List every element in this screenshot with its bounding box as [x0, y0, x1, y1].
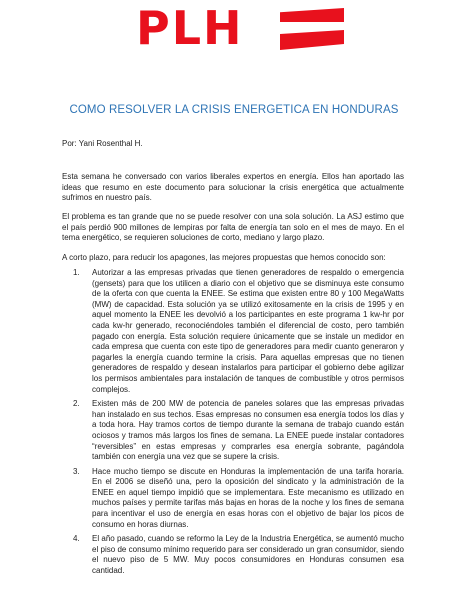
author-line: Por: Yani Rosenthal H.	[62, 139, 143, 148]
paragraph-short-term: A corto plazo, para reducir los apagones, las mejores propuestas que hemos conocido son:	[62, 253, 386, 262]
list-item	[62, 534, 404, 576]
logo-text: PLH	[136, 1, 244, 55]
flag-icon	[280, 8, 344, 50]
list-item-text: Hace mucho tiempo se discute en Honduras la implementación de una tarifa horaria. En el 2006 se diseñó una, pero la oposición del sindicato y la administración de la ENEE en aquel tiempo impidió que se implementara. Este mecanismo es utilizado en muchos países y permite tarifas más bajas en horas de la noche y los fines de semana para incentivar el uso de energía en esas horas con el objetivo de bajar los picos de consumo en horas diurnas.	[92, 466, 404, 529]
list-item	[62, 268, 404, 395]
proposal-list	[62, 268, 404, 581]
paragraph-intro: Esta semana he conversado con varios liberales expertos en energía. Ellos han aportado las ideas que resumo en este documento para solucionar la crisis energética que actualmente sufrimos en nuestro país.	[62, 172, 404, 203]
list-item-text: El año pasado, cuando se reformo la Ley de la Industria Energética, se aumentó mucho el piso de consumo mínimo requerido para ser considerado un gran consumidor, siendo el nuevo piso de 5 MW. Muy pocos consumidores en Honduras consumen esa cantidad.	[92, 534, 404, 576]
list-item	[62, 399, 404, 463]
document-title: COMO RESOLVER LA CRISIS ENERGETICA EN HONDURAS	[69, 104, 399, 116]
list-item-text: Autorizar a las empresas privadas que tienen generadores de respaldo o emergencia (gensets) para que los utilicen a diario con el objetivo que se disminuya este consumo de la oferta con que cuenta la ENEE. Se estima que existen entre 80 y 100 MegaWatts (MW) de capacidad. Esta solución ya se utilizó exitosamente en la crisis de 1995 y en aquel momento la ENEE les devolvió a los participantes en este programa 1 kw-hr por cada kw-hr generado, reconociéndoles también el diferencial de costo, pero también pagado con energía. Esta solución requiere únicamente que se instale un medidor en cada empresa que cuenta con este tipo de generadores para medir cuanto generaron y pagarles la energía cuando termine la crisis. Para aquellas empresas que no tienen generadores de respaldo y desean instalarlos para participar el gobierno debe agilizar los permisos ambientales para instalación de tanques de combustible y otros permisos complejos.	[92, 268, 404, 394]
list-item-number: 1.	[73, 268, 80, 277]
list-item	[62, 467, 404, 531]
list-item-number: 3.	[73, 466, 80, 476]
paragraph-problem: El problema es tan grande que no se puede resolver con una sola solución. La ASJ estimo que el país perdió 900 millones de lempiras por falta de energía tan solo en el mes de mayo. En el tema energético, se requieren soluciones de corto, mediano y largo plazo.	[62, 212, 404, 243]
list-item-number: 4.	[73, 534, 80, 544]
list-item-number: 2.	[73, 399, 80, 409]
list-item-text: Existen más de 200 MW de potencia de paneles solares que las empresas privadas han instalado en sus techos. Esas empresas no consumen esa energía todos los días y a toda hora. Hay tramos cortos de tiempo durante la semana de trabajo cuando están ociosos y tramos más largos los fines de semana. La ENEE puede instalar contadores “reversibles” en estas empresas y comprarles esa energía sobrante, pagándola también con energía una vez que se supere la crisis.	[92, 399, 404, 462]
party-logo	[0, 0, 468, 60]
